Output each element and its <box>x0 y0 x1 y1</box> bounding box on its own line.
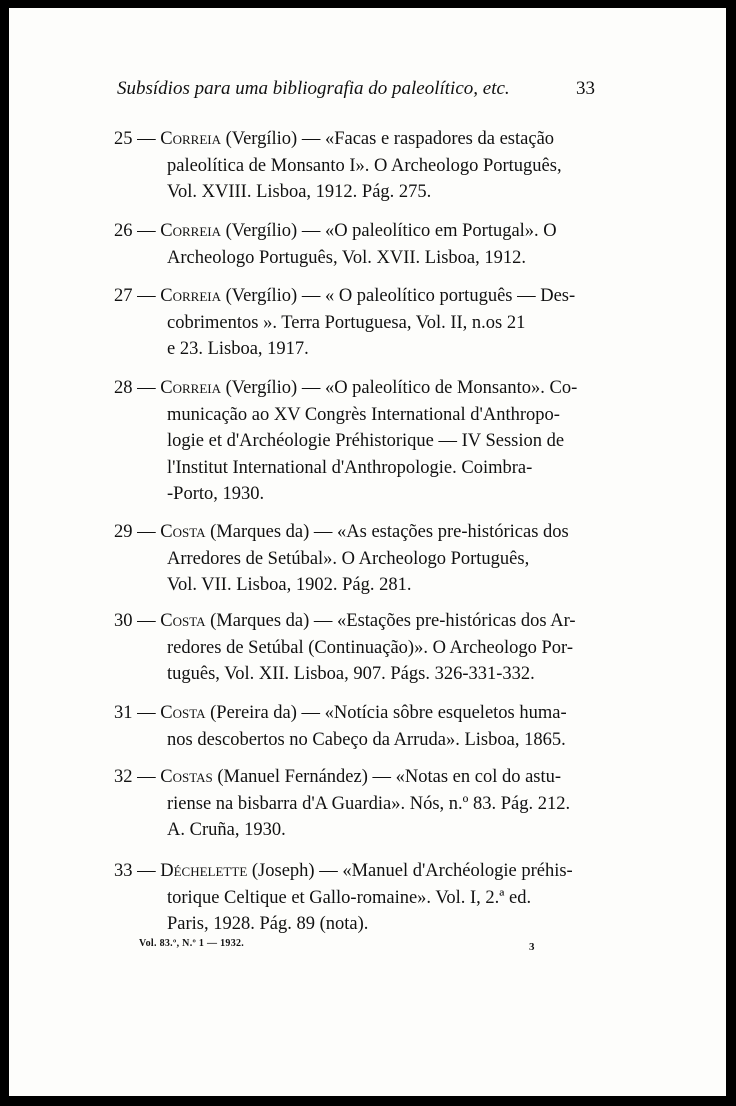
entry-author: Correia <box>160 286 221 306</box>
entry-line: riense na bisbarra d'A Guardia». Nós, n.º 83. Pág. 212. <box>167 793 571 814</box>
entry-author: Correia <box>160 129 221 149</box>
entry-line: cobrimentos ». Terra Portuguesa, Vol. II, n.os 21 <box>167 312 526 333</box>
bibliography-entry-32 <box>114 764 595 844</box>
entry-number: 30 <box>114 611 133 631</box>
bibliography-entry-25 <box>114 126 595 206</box>
entry-number: 33 <box>114 861 133 881</box>
entry-author: Costa <box>160 703 206 723</box>
entry-line: torique Celtique et Gallo-romaine». Vol. I, 2.ª ed. <box>167 887 532 908</box>
page-number: 33 <box>576 78 595 99</box>
entry-text: (Vergílio) — « O paleolítico português — Des- <box>220 286 576 306</box>
bibliography-entry-33 <box>114 858 595 938</box>
sheet-number: 3 <box>529 941 535 953</box>
entry-line: logie et d'Archéologie Préhistorique — IV Session de <box>167 431 565 451</box>
entry-line: redores de Setúbal (Continuação)». O Archeologo Por- <box>167 637 574 658</box>
printer-signature: Vol. 83.º, N.º 1 — 1932. <box>139 938 245 949</box>
entry-number: 29 <box>114 522 133 542</box>
entry-first-line: 27 — Correia (Vergílio) — « O paleolítico português — Des- <box>114 286 576 306</box>
entry-author: Costas <box>160 767 213 787</box>
bibliography-entry-29 <box>114 519 595 599</box>
entry-line: A. Cruña, 1930. <box>167 820 286 840</box>
entry-text: (Manuel Fernández) — «Notas en col do astu- <box>212 767 562 787</box>
entry-text: (Marques da) — «As estações pre-históricas dos <box>205 522 569 542</box>
entry-first-line: 31 — Costa (Pereira da) — «Notícia sôbre esqueletos huma- <box>114 703 567 723</box>
entry-line: nos descobertos no Cabeço da Arruda». Lisboa, 1865. <box>167 729 566 750</box>
entry-text: (Vergílio) — «O paleolítico em Portugal». O <box>220 221 557 241</box>
entry-text: (Vergílio) — «Facas e raspadores da estação <box>220 129 555 149</box>
entry-text: (Marques da) — «Estações pre-históricas dos Ar- <box>205 611 576 631</box>
entry-line: e 23. Lisboa, 1917. <box>167 339 309 359</box>
entry-text: (Pereira da) — «Notícia sôbre esqueletos huma- <box>205 703 567 723</box>
entry-text: (Vergílio) — «O paleolítico de Monsanto». Co- <box>220 378 578 398</box>
entry-number: 28 <box>114 378 133 398</box>
entry-line: Paris, 1928. Pág. 89 (nota). <box>167 914 369 934</box>
entry-first-line: 33 — Déchelette (Joseph) — «Manuel d'Archéologie préhis- <box>114 861 573 881</box>
entry-line: Archeologo Português, Vol. XVII. Lisboa, 1912. <box>167 247 527 268</box>
entry-number: 32 <box>114 767 133 787</box>
entry-first-line: 30 — Costa (Marques da) — «Estações pre-históricas dos Ar- <box>114 611 576 631</box>
entry-first-line: 32 — Costas (Manuel Fernández) — «Notas en col do astu- <box>114 767 562 787</box>
entry-first-line: 28 — Correia (Vergílio) — «O paleolítico de Monsanto». Co- <box>114 378 578 398</box>
bibliography-entry-28 <box>114 375 595 508</box>
entry-line: paleolítica de Monsanto I». O Archeologo Português, <box>167 155 562 176</box>
entry-author: Correia <box>160 221 221 241</box>
entry-author: Déchelette <box>160 861 248 881</box>
entry-first-line: 26 — Correia (Vergílio) — «O paleolítico em Portugal». O <box>114 221 557 241</box>
entry-line: municação ao XV Congrès International d'Anthropo- <box>167 404 560 425</box>
header-title: Subsídios para uma bibliografia do paleolítico, etc. <box>117 78 510 99</box>
entry-text: (Joseph) — «Manuel d'Archéologie préhis- <box>247 861 573 881</box>
bibliography-entry-26 <box>114 218 595 271</box>
entry-line: Vol. XVIII. Lisboa, 1912. Pág. 275. <box>167 182 432 202</box>
entry-author: Correia <box>160 378 221 398</box>
entry-first-line: 29 — Costa (Marques da) — «As estações pre-históricas dos <box>114 522 569 542</box>
entry-author: Costa <box>160 522 206 542</box>
entry-number: 25 <box>114 129 133 149</box>
document-page <box>9 8 726 1096</box>
running-header <box>117 78 595 100</box>
entry-line: Arredores de Setúbal». O Archeologo Português, <box>167 548 530 569</box>
bibliography-entry-30 <box>114 608 595 688</box>
entry-line: l'Institut International d'Anthropologie. Coimbra- <box>167 457 533 478</box>
entry-line: Vol. VII. Lisboa, 1902. Pág. 281. <box>167 575 412 595</box>
entry-line: -Porto, 1930. <box>167 484 265 504</box>
entry-number: 26 <box>114 221 133 241</box>
entry-first-line: 25 — Correia (Vergílio) — «Facas e raspadores da estação <box>114 129 555 149</box>
bibliography-entry-27 <box>114 283 595 363</box>
entry-number: 27 <box>114 286 133 306</box>
entry-line: tuguês, Vol. XII. Lisboa, 907. Págs. 326-331-332. <box>167 664 535 684</box>
entry-number: 31 <box>114 703 133 723</box>
entry-author: Costa <box>160 611 206 631</box>
bibliography-entry-31 <box>114 700 595 753</box>
